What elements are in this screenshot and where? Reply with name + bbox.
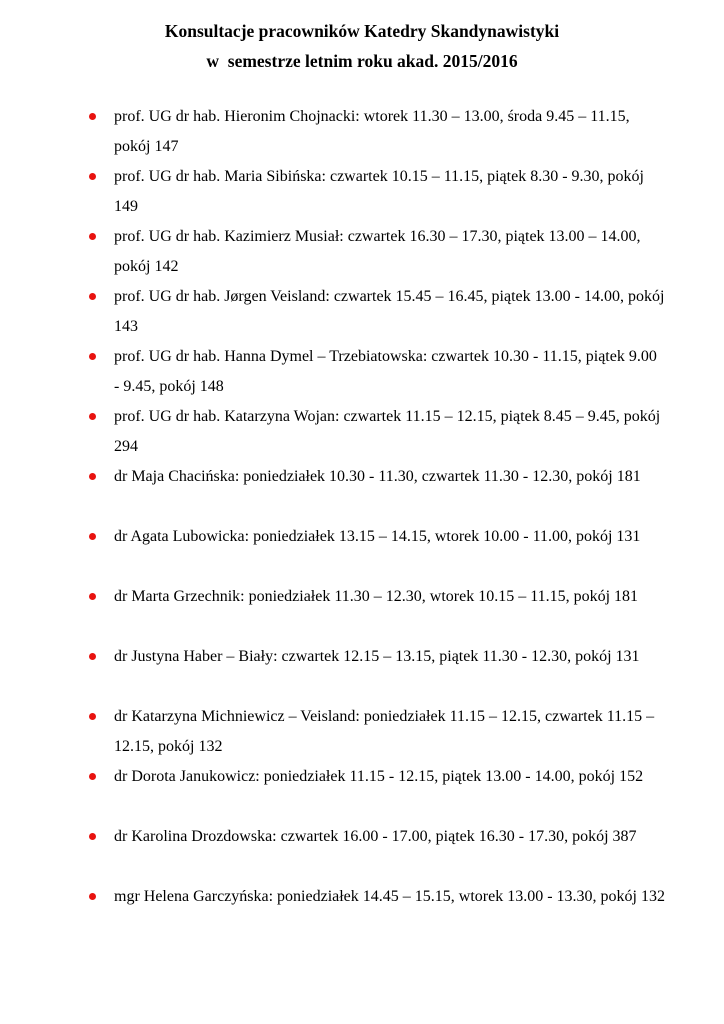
bullet-icon bbox=[89, 233, 96, 240]
list-item bbox=[0, 522, 666, 582]
list-item bbox=[0, 822, 666, 882]
bullet-icon bbox=[89, 533, 96, 540]
title-line-1: Konsultacje pracowników Katedry Skandynawistyki bbox=[164, 21, 560, 41]
list-item bbox=[0, 402, 666, 462]
bullet-icon bbox=[89, 473, 96, 480]
entry-text: mgr Helena Garczyńska: poniedziałek 14.45 – 15.15, wtorek 13.00 - 13.30, pokój 132 bbox=[114, 888, 665, 905]
list-item bbox=[0, 102, 666, 162]
entry-text: dr Justyna Haber – Biały: czwartek 12.15 – 13.15, piątek 11.30 - 12.30, pokój 131 bbox=[114, 648, 640, 665]
entry-text: prof. UG dr hab. Hieronim Chojnacki: wtorek 11.30 – 13.00, środa 9.45 – 11.15, pokój 147 bbox=[114, 108, 630, 155]
bullet-icon bbox=[89, 833, 96, 840]
bullet-icon bbox=[89, 713, 96, 720]
list-item bbox=[0, 702, 666, 762]
list-item bbox=[0, 162, 666, 222]
list-item bbox=[0, 282, 666, 342]
list-item bbox=[0, 882, 666, 942]
list-item bbox=[0, 582, 666, 642]
bullet-icon bbox=[89, 893, 96, 900]
bullet-icon bbox=[89, 173, 96, 180]
bullet-icon bbox=[89, 413, 96, 420]
entry-text: prof. UG dr hab. Kazimierz Musiał: czwartek 16.30 – 17.30, piątek 13.00 – 14.00, pokój 142 bbox=[114, 228, 641, 275]
entry-text: dr Marta Grzechnik: poniedziałek 11.30 – 12.30, wtorek 10.15 – 11.15, pokój 181 bbox=[114, 588, 639, 605]
entry-text: dr Maja Chacińska: poniedziałek 10.30 - 11.30, czwartek 11.30 - 12.30, pokój 181 bbox=[114, 468, 641, 485]
entry-text: dr Agata Lubowicka: poniedziałek 13.15 – 14.15, wtorek 10.00 - 11.00, pokój 131 bbox=[114, 528, 641, 545]
bullet-icon bbox=[89, 653, 96, 660]
entry-text: prof. UG dr hab. Katarzyna Wojan: czwartek 11.15 – 12.15, piątek 8.45 – 9.45, pokój 294 bbox=[114, 408, 661, 455]
list-item bbox=[0, 642, 666, 702]
entry-text: dr Katarzyna Michniewicz – Veisland: poniedziałek 11.15 – 12.15, czwartek 11.15 – 12.15, pokój 132 bbox=[114, 708, 655, 755]
bullet-icon bbox=[89, 593, 96, 600]
entry-text: dr Karolina Drozdowska: czwartek 16.00 - 17.00, piątek 16.30 - 17.30, pokój 387 bbox=[114, 828, 637, 845]
bullet-icon bbox=[89, 353, 96, 360]
bullet-icon bbox=[89, 113, 96, 120]
entry-text: prof. UG dr hab. Maria Sibińska: czwartek 10.15 – 11.15, piątek 8.30 - 9.30, pokój 149 bbox=[114, 168, 644, 215]
title-line-2: w semestrze letnim roku akad. 2015/2016 bbox=[206, 51, 518, 71]
list-item bbox=[0, 462, 666, 522]
bullet-icon bbox=[89, 293, 96, 300]
entry-text: prof. UG dr hab. Jørgen Veisland: czwartek 15.45 – 16.45, piątek 13.00 - 14.00, pokój 143 bbox=[114, 288, 665, 335]
list-item bbox=[0, 342, 666, 402]
list-item bbox=[0, 222, 666, 282]
list-item bbox=[0, 762, 666, 822]
document-title bbox=[0, 16, 724, 76]
entry-text: dr Dorota Janukowicz: poniedziałek 11.15 - 12.15, piątek 13.00 - 14.00, pokój 152 bbox=[114, 768, 644, 785]
bullet-icon bbox=[89, 773, 96, 780]
entry-text: prof. UG dr hab. Hanna Dymel – Trzebiatowska: czwartek 10.30 - 11.15, piątek 9.00 - 9.45, pokój 148 bbox=[114, 348, 657, 395]
consultation-list bbox=[0, 102, 666, 942]
